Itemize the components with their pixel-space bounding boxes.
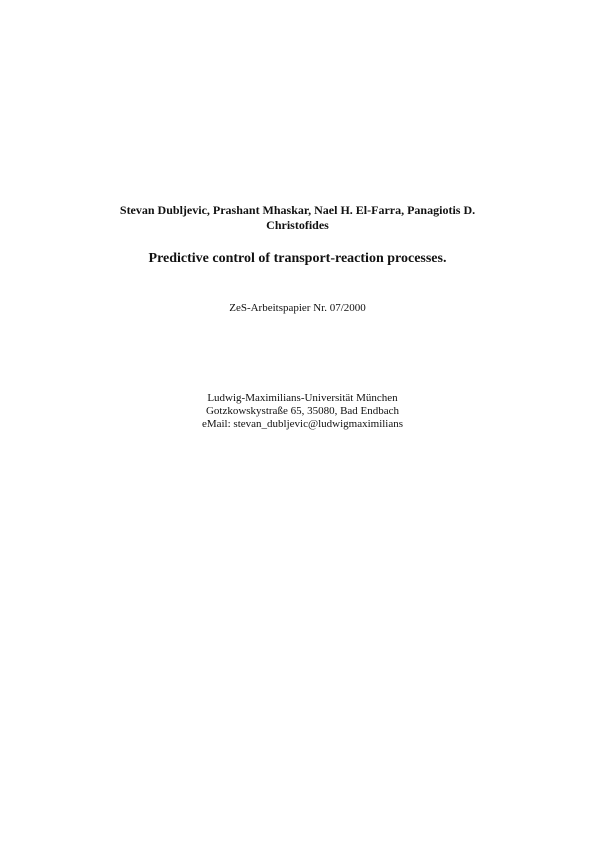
institution-name: Ludwig-Maximilians-Universität München — [207, 392, 398, 404]
author-address — [140, 392, 465, 431]
email-address: eMail: stevan_dubljevic@ludwigmaximilians — [201, 418, 404, 430]
paper-title: Predictive control of transport-reaction processes. — [148, 251, 447, 266]
author-line-1: Stevan Dubljevic, Prashant Mhaskar, Nael H. El-Farra, Panagiotis D. — [119, 203, 476, 217]
street-address: Gotzkowskystraße 65, 35080, Bad Endbach — [205, 405, 400, 417]
author-list — [90, 203, 505, 233]
working-paper-number: ZeS-Arbeitspapier Nr. 07/2000 — [229, 302, 366, 314]
author-line-2: Christofides — [266, 218, 329, 232]
